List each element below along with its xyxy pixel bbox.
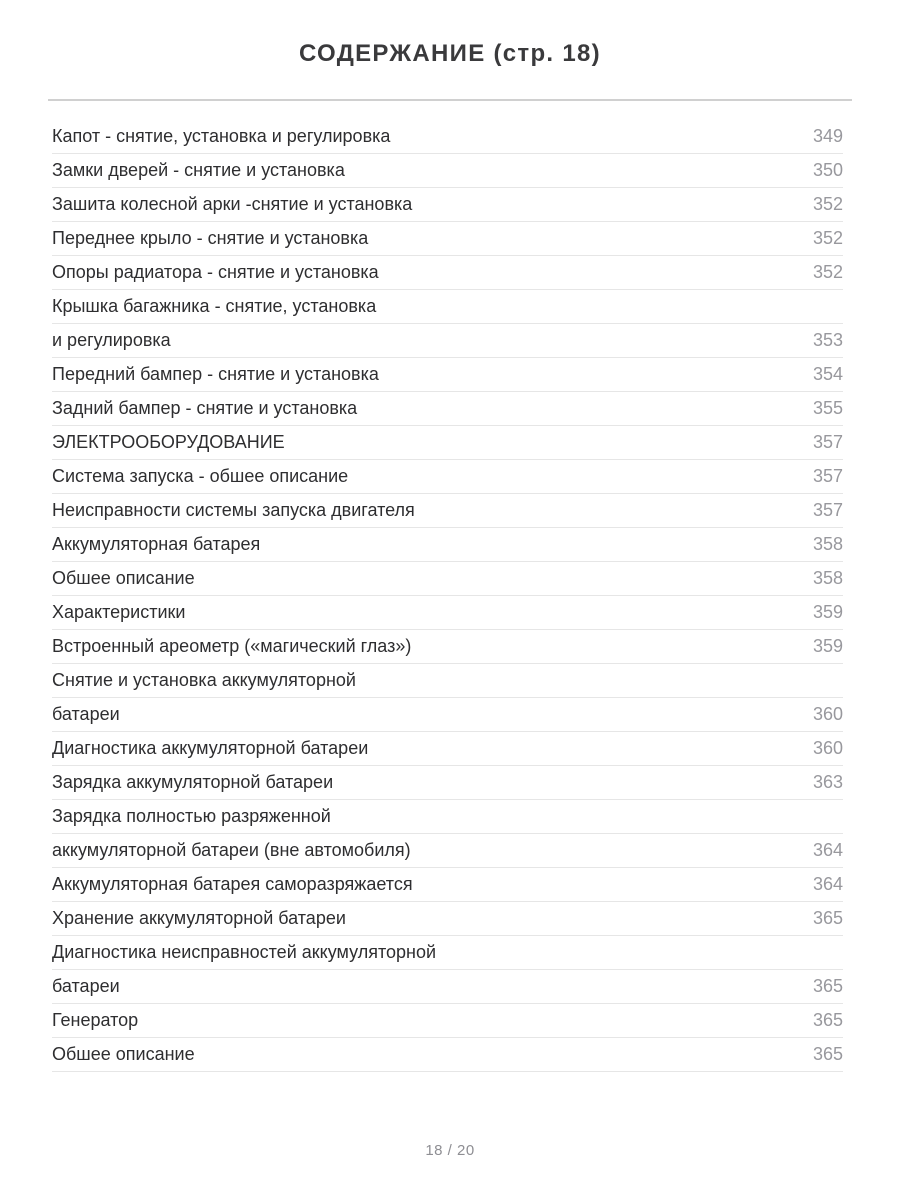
toc-entry-title: батареи bbox=[52, 704, 120, 724]
toc-row[interactable] bbox=[52, 1038, 843, 1072]
toc-row[interactable] bbox=[52, 120, 843, 154]
toc-list bbox=[52, 120, 843, 1072]
toc-row[interactable] bbox=[52, 630, 843, 664]
toc-entry-title: аккумуляторной батареи (вне автомобиля) bbox=[52, 840, 411, 860]
toc-entry-title: Опоры радиатора - снятие и установка bbox=[52, 262, 379, 282]
toc-entry-page-number: 365 bbox=[812, 976, 843, 996]
toc-entry-page-number: 358 bbox=[812, 568, 843, 588]
toc-row[interactable] bbox=[52, 902, 843, 936]
toc-row[interactable] bbox=[52, 188, 843, 222]
toc-entry-page-number: 359 bbox=[812, 602, 843, 622]
toc-row[interactable] bbox=[52, 528, 843, 562]
page-indicator: 18 / 20 bbox=[425, 1142, 475, 1159]
toc-row[interactable] bbox=[52, 698, 843, 732]
toc-entry-page-number: 364 bbox=[812, 874, 843, 894]
toc-entry-title: Зарядка аккумуляторной батареи bbox=[52, 772, 334, 792]
toc-entry-title: Обшее описание bbox=[52, 1044, 195, 1064]
toc-row[interactable] bbox=[52, 562, 843, 596]
toc-row[interactable] bbox=[52, 834, 843, 868]
toc-row[interactable] bbox=[52, 664, 843, 698]
toc-entry-title: Зашита колесной арки -снятие и установка bbox=[52, 194, 413, 214]
toc-entry-title: Диагностика аккумуляторной батареи bbox=[52, 738, 369, 758]
toc-entry-title: Система запуска - обшее описание bbox=[52, 466, 349, 486]
toc-entry-title: батареи bbox=[52, 976, 120, 996]
toc-row[interactable] bbox=[52, 392, 843, 426]
toc-entry-page-number: 363 bbox=[812, 772, 843, 792]
toc-row[interactable] bbox=[52, 596, 843, 630]
toc-row[interactable] bbox=[52, 324, 843, 358]
toc-entry-page-number: 360 bbox=[812, 704, 843, 724]
toc-entry-page-number: 357 bbox=[812, 466, 843, 486]
toc-row[interactable] bbox=[52, 256, 843, 290]
toc-entry-title: Задний бампер - снятие и установка bbox=[52, 398, 358, 418]
toc-entry-page-number: 352 bbox=[812, 228, 843, 248]
toc-row[interactable] bbox=[52, 800, 843, 834]
toc-row[interactable] bbox=[52, 358, 843, 392]
toc-entry-title: Неисправности системы запуска двигателя bbox=[52, 500, 415, 520]
toc-entry-title: ЭЛЕКТРООБОРУДОВАНИЕ bbox=[52, 432, 285, 452]
toc-entry-page-number: 358 bbox=[812, 534, 843, 554]
toc-entry-page-number: 360 bbox=[812, 738, 843, 758]
toc-entry-title: Снятие и установка аккумуляторной bbox=[52, 670, 356, 690]
toc-entry-page-number: 357 bbox=[812, 500, 843, 520]
toc-entry-title: Обшее описание bbox=[52, 568, 195, 588]
toc-entry-title: Крышка багажника - снятие, установка bbox=[52, 296, 377, 316]
toc-entry-title: Переднее крыло - снятие и установка bbox=[52, 228, 369, 248]
toc-row[interactable] bbox=[52, 868, 843, 902]
toc-entry-page-number: 354 bbox=[812, 364, 843, 384]
toc-entry-title: Замки дверей - снятие и установка bbox=[52, 160, 345, 180]
toc-entry-page-number: 359 bbox=[812, 636, 843, 656]
toc-row[interactable] bbox=[52, 936, 843, 970]
toc-entry-title: Передний бампер - снятие и установка bbox=[52, 364, 379, 384]
toc-row[interactable] bbox=[52, 290, 843, 324]
toc-row[interactable] bbox=[52, 154, 843, 188]
toc-entry-title: Диагностика неисправностей аккумуляторной bbox=[52, 942, 437, 962]
toc-entry-page-number: 365 bbox=[812, 908, 843, 928]
toc-entry-title: Характеристики bbox=[52, 602, 186, 622]
toc-row[interactable] bbox=[52, 426, 843, 460]
toc-entry-page-number: 364 bbox=[812, 840, 843, 860]
toc-entry-title: Хранение аккумуляторной батареи bbox=[52, 908, 346, 928]
toc-entry-title: Генератор bbox=[52, 1010, 139, 1030]
toc-entry-title: Аккумуляторная батарея bbox=[52, 534, 261, 554]
toc-row[interactable] bbox=[52, 970, 843, 1004]
toc-entry-page-number: 353 bbox=[812, 330, 843, 350]
toc-entry-title: Капот - снятие, установка и регулировка bbox=[52, 126, 391, 146]
toc-row[interactable] bbox=[52, 222, 843, 256]
toc-row[interactable] bbox=[52, 766, 843, 800]
title-divider bbox=[48, 99, 852, 101]
toc-entry-page-number: 350 bbox=[812, 160, 843, 180]
toc-entry-page-number: 349 bbox=[812, 126, 843, 146]
toc-entry-page-number: 365 bbox=[812, 1044, 843, 1064]
toc-row[interactable] bbox=[52, 732, 843, 766]
page-title: СОДЕРЖАНИЕ (стр. 18) bbox=[299, 40, 601, 67]
toc-entry-page-number: 352 bbox=[812, 262, 843, 282]
toc-entry-title: Встроенный ареометр («магический глаз») bbox=[52, 636, 412, 656]
toc-entry-title: Аккумуляторная батарея саморазряжается bbox=[52, 874, 413, 894]
toc-row[interactable] bbox=[52, 494, 843, 528]
toc-entry-page-number: 365 bbox=[812, 1010, 843, 1030]
toc-entry-page-number: 355 bbox=[812, 398, 843, 418]
toc-row[interactable] bbox=[52, 1004, 843, 1038]
toc-entry-title: и регулировка bbox=[52, 330, 171, 350]
toc-row[interactable] bbox=[52, 460, 843, 494]
toc-entry-title: Зарядка полностью разряженной bbox=[52, 806, 331, 826]
toc-entry-page-number: 352 bbox=[812, 194, 843, 214]
toc-entry-page-number: 357 bbox=[812, 432, 843, 452]
